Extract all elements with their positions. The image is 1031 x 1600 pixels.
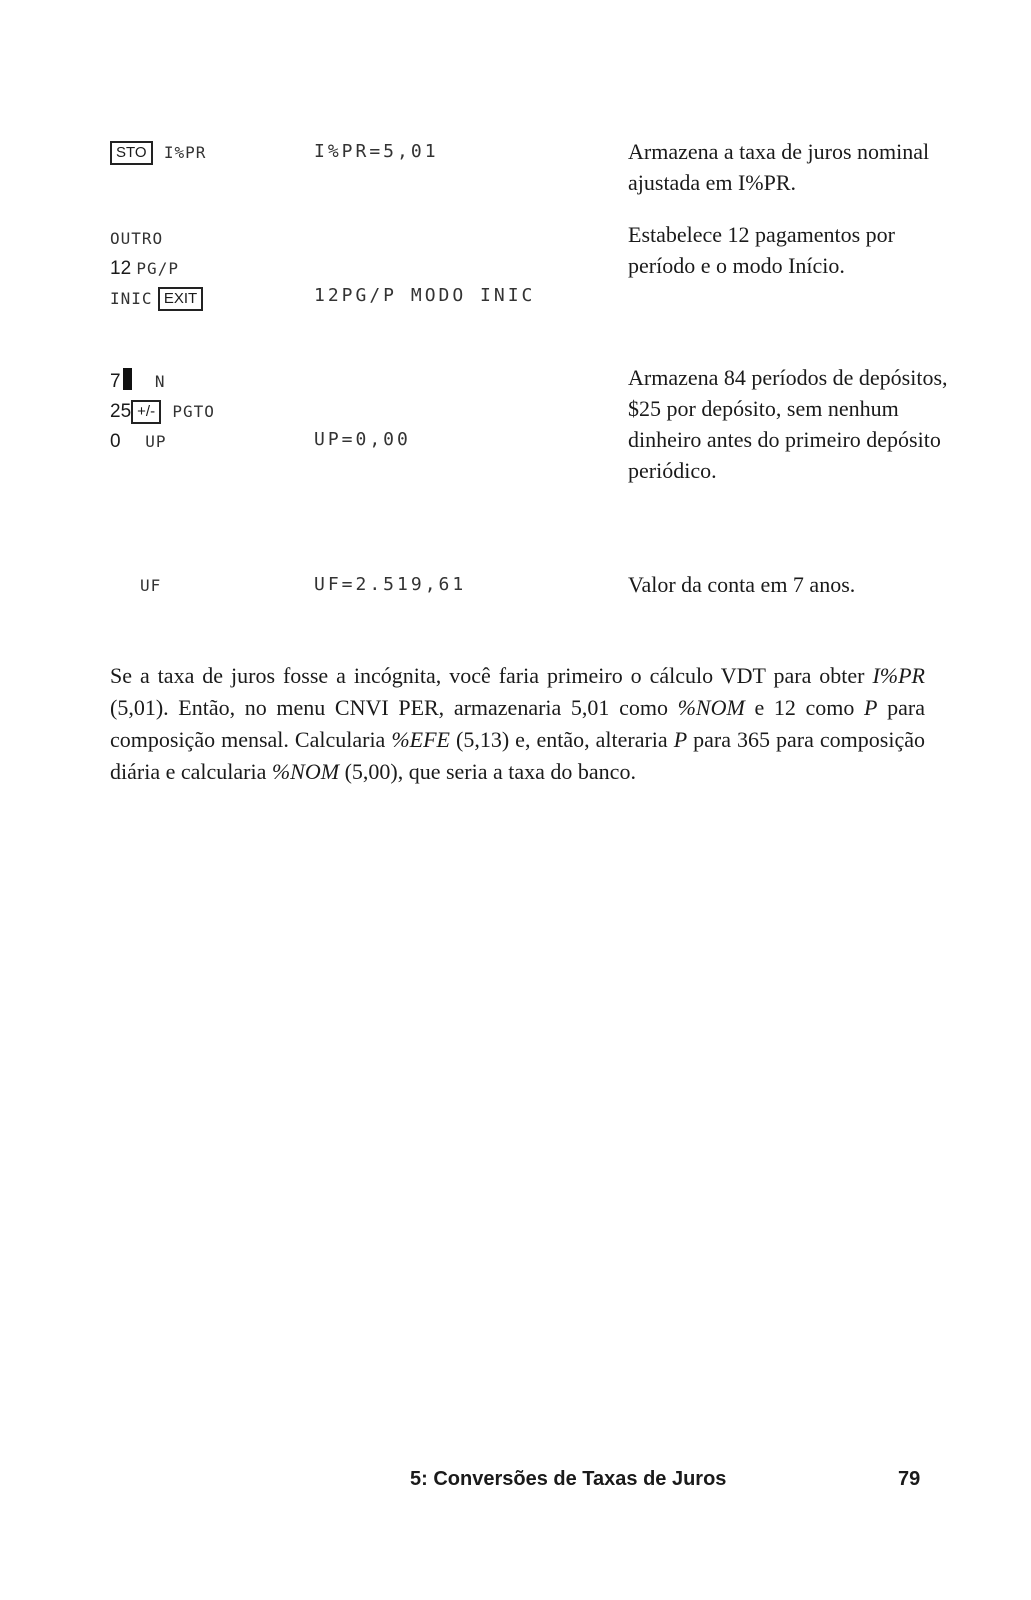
paragraph-text: Se a taxa de juros fosse a incógnita, você faria primeiro o cálculo VDT para obter bbox=[110, 663, 873, 688]
variable-name: P bbox=[673, 727, 688, 752]
menu-label: PG/P bbox=[136, 259, 179, 278]
paragraph-text: para composição mensal. Calcularia bbox=[110, 695, 925, 752]
display-readout: UF=2.519,61 bbox=[314, 574, 467, 595]
display-readout: UP=0,00 bbox=[314, 429, 411, 450]
number-entry: 7 bbox=[110, 371, 121, 392]
keystroke-line bbox=[110, 254, 209, 284]
keystroke-line bbox=[110, 284, 209, 314]
description: Estabelece 12 pagamentos por período e o modo Início. bbox=[628, 222, 895, 278]
change-sign-key: +/- bbox=[131, 400, 161, 424]
variable-name: P bbox=[864, 695, 878, 720]
variable-name: %EFE bbox=[391, 727, 450, 752]
keystroke-line bbox=[110, 397, 215, 427]
description: Valor da conta em 7 anos. bbox=[628, 572, 856, 597]
exit-key: EXIT bbox=[158, 287, 203, 311]
description: Armazena a taxa de juros nominal ajustada em I%PR. bbox=[628, 139, 930, 195]
menu-label: INIC bbox=[110, 289, 153, 308]
keystrokes bbox=[110, 138, 206, 168]
menu-label: UP bbox=[145, 432, 167, 451]
keystrokes bbox=[110, 224, 209, 314]
cursor-block-icon bbox=[123, 368, 132, 390]
display-readout: 12PG/P MODO INIC bbox=[314, 285, 536, 306]
chapter-title: 5: Conversões de Taxas de Juros bbox=[410, 1468, 727, 1490]
variable-name: %NOM bbox=[677, 695, 745, 720]
page-number: 79 bbox=[898, 1468, 921, 1490]
variable-name: %NOM bbox=[271, 759, 340, 784]
keystroke-line bbox=[110, 367, 215, 397]
paragraph-text: (5,13) e, então, alteraria bbox=[450, 727, 674, 752]
menu-label: OUTRO bbox=[110, 229, 164, 248]
paragraph-text: para 365 para composição diária e calcularia bbox=[110, 727, 925, 784]
description: Armazena 84 períodos de depósitos, $25 por depósito, sem nenhum dinheiro antes do primeiro depósito periódico. bbox=[628, 365, 948, 483]
menu-label: UF bbox=[140, 576, 162, 595]
number-entry: 25 bbox=[110, 401, 132, 422]
number-entry: 0 bbox=[110, 431, 121, 452]
keystrokes bbox=[110, 367, 215, 457]
display-readout: I%PR=5,01 bbox=[314, 141, 439, 162]
variable-name: I%PR bbox=[872, 663, 925, 688]
keystroke-line bbox=[110, 427, 215, 457]
keystroke-line bbox=[110, 224, 209, 254]
menu-label: N bbox=[154, 372, 166, 391]
paragraph-text: e 12 como bbox=[744, 695, 865, 720]
paragraph-text: (5,00), que seria a taxa do banco. bbox=[339, 759, 636, 784]
number-entry: 12 bbox=[110, 258, 132, 279]
keystroke-line bbox=[140, 571, 161, 601]
body-paragraph bbox=[110, 660, 925, 788]
keystroke-line bbox=[110, 138, 206, 168]
menu-label: PGTO bbox=[172, 402, 215, 421]
paragraph-text: (5,01). Então, no menu CNVI PER, armazenaria 5,01 como bbox=[110, 695, 678, 720]
sto-key: STO bbox=[110, 141, 153, 165]
keystrokes bbox=[140, 571, 161, 601]
menu-label: I%PR bbox=[163, 143, 207, 162]
